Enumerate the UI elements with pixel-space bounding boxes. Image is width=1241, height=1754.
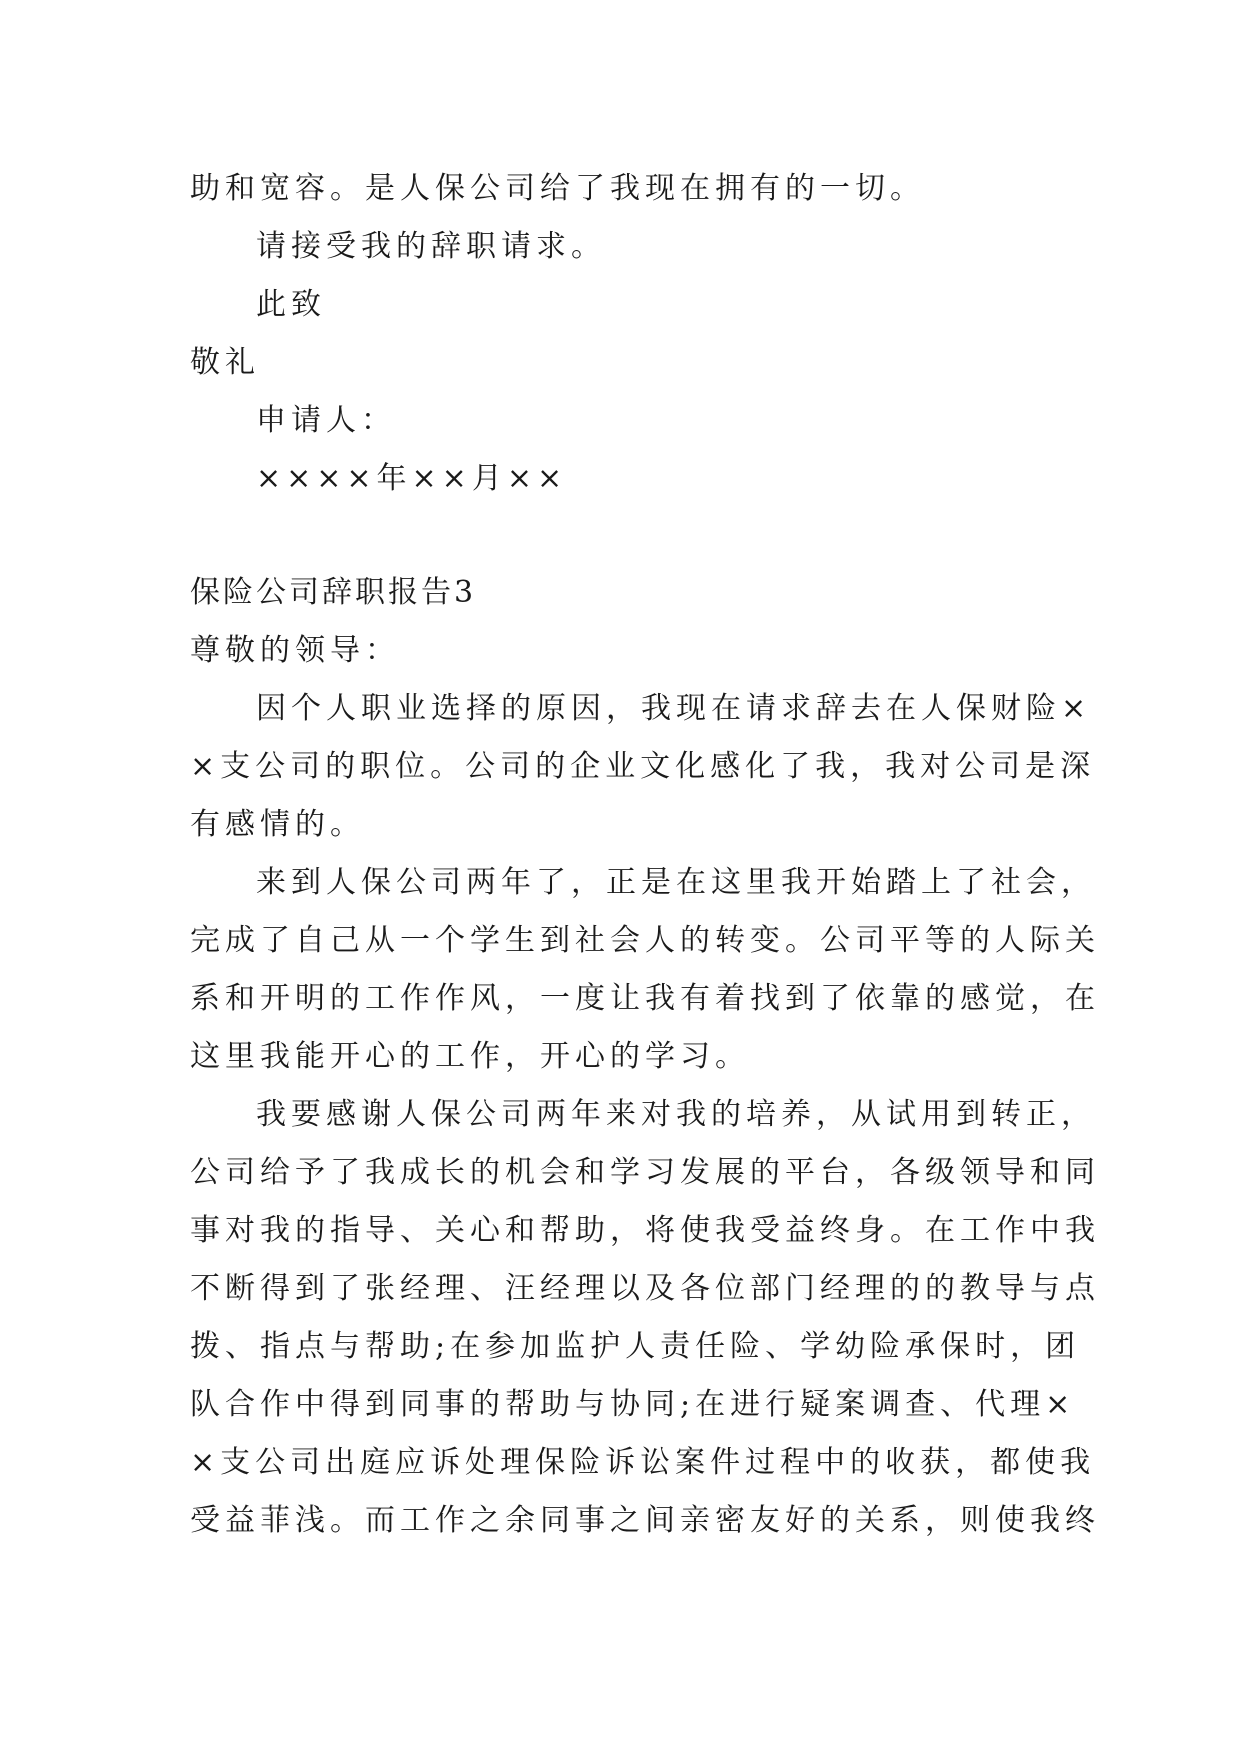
- paragraph-line: 队合作中得到同事的帮助与协同;在进行疑案调查、代理×: [190, 1387, 1076, 1422]
- paragraph-line: 不断得到了张经理、汪经理以及各位部门经理的的教导与点: [190, 1271, 1100, 1306]
- paragraph-line: 完成了自己从一个学生到社会人的转变。公司平等的人际关: [190, 923, 1100, 958]
- date-line: ××××年××月××: [256, 461, 568, 496]
- paragraph-line: 请接受我的辞职请求。: [256, 229, 606, 264]
- paragraph-line: 拨、指点与帮助;在参加监护人责任险、学幼险承保时，团: [190, 1329, 1081, 1364]
- paragraph-line: 这里我能开心的工作，开心的学习。: [190, 1039, 750, 1074]
- paragraph-line: 因个人职业选择的原因，我现在请求辞去在人保财险×: [256, 691, 1092, 726]
- paragraph-line: 受益菲浅。而工作之余同事之间亲密友好的关系，则使我终: [190, 1503, 1100, 1538]
- paragraph-line: 系和开明的工作作风，一度让我有着找到了依靠的感觉，在: [190, 981, 1100, 1016]
- section-title: 保险公司辞职报告3: [190, 575, 477, 610]
- applicant-label: 申请人：: [256, 403, 396, 438]
- document-body: [190, 160, 1100, 1550]
- closing-line: 此致: [256, 287, 326, 322]
- paragraph-line: 来到人保公司两年了，正是在这里我开始踏上了社会，: [256, 865, 1096, 900]
- salutation: 尊敬的领导：: [190, 633, 400, 668]
- paragraph-line: 有感情的。: [190, 807, 365, 842]
- section-gap: [190, 508, 1060, 564]
- paragraph-line: 事对我的指导、关心和帮助，将使我受益终身。在工作中我: [190, 1213, 1100, 1248]
- closing-line: 敬礼: [190, 345, 260, 380]
- paragraph-line: ×支公司的职位。公司的企业文化感化了我，我对公司是深: [190, 749, 1096, 784]
- paragraph-line: 我要感谢人保公司两年来对我的培养，从试用到转正，: [256, 1097, 1096, 1132]
- paragraph-line: ×支公司出庭应诉处理保险诉讼案件过程中的收获，都使我: [190, 1445, 1096, 1480]
- paragraph-line: 助和宽容。是人保公司给了我现在拥有的一切。: [190, 171, 925, 206]
- paragraph-line: 公司给予了我成长的机会和学习发展的平台，各级领导和同: [190, 1155, 1100, 1190]
